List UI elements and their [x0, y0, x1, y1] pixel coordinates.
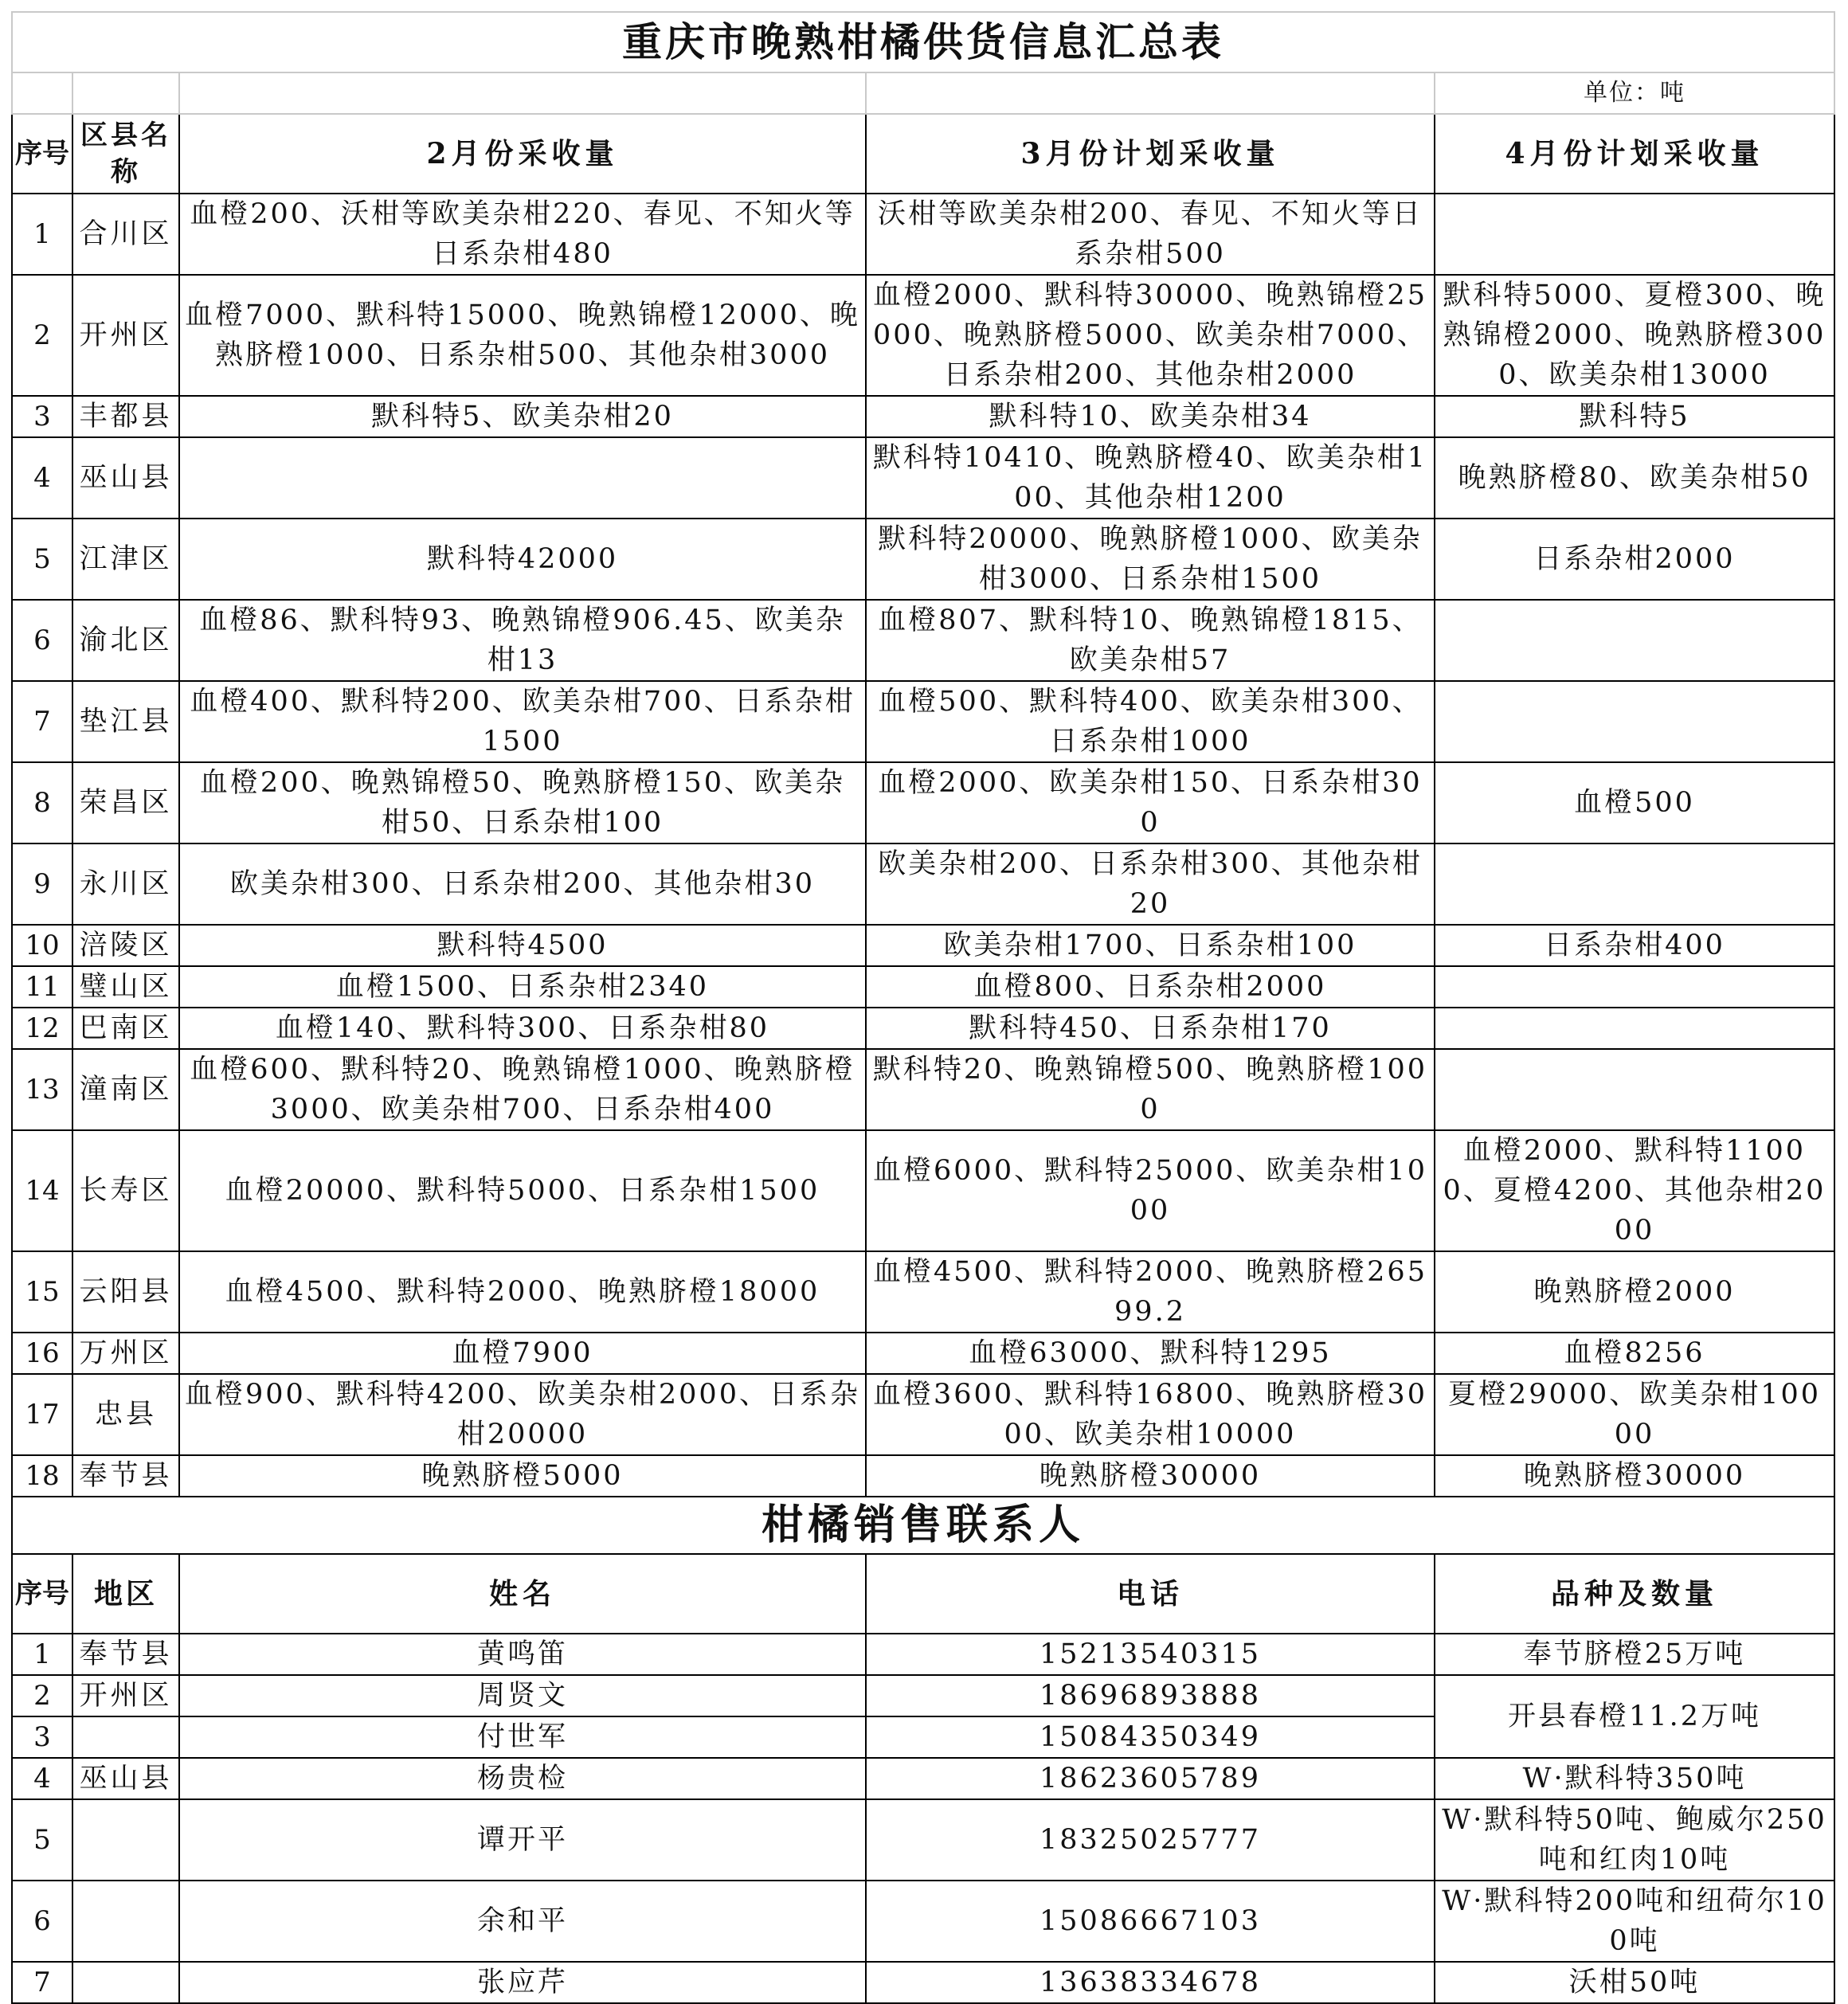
contact-variety: 奉节脐橙25万吨 — [1435, 1634, 1834, 1675]
row-apr: 日系杂柑2000 — [1435, 519, 1834, 600]
row-seq: 7 — [12, 681, 72, 762]
row-feb: 血橙4500、默科特2000、晚熟脐橙18000 — [179, 1251, 866, 1333]
table-row — [12, 600, 1834, 681]
table-row — [12, 966, 1834, 1008]
row-seq: 5 — [12, 519, 72, 600]
row-mar: 默科特20、晚熟锦橙500、晚熟脐橙1000 — [866, 1049, 1435, 1130]
row-apr: 血橙2000、默科特11000、夏橙4200、其他杂柑2000 — [1435, 1130, 1834, 1251]
table-row — [12, 1130, 1834, 1251]
header-feb: 2月份采收量 — [179, 114, 866, 194]
contact-row — [12, 1758, 1834, 1799]
contact-phone: 18325025777 — [866, 1799, 1435, 1881]
contact-variety: W·默科特50吨、鲍威尔250吨和红肉10吨 — [1435, 1799, 1834, 1881]
contact-header-area: 地区 — [72, 1554, 179, 1634]
row-seq: 13 — [12, 1049, 72, 1130]
sheet-title: 重庆市晚熟柑橘供货信息汇总表 — [12, 12, 1834, 72]
contact-variety: W·默科特350吨 — [1435, 1758, 1834, 1799]
table-row — [12, 1333, 1834, 1374]
row-apr: 夏橙29000、欧美杂柑10000 — [1435, 1374, 1834, 1455]
row-feb: 默科特42000 — [179, 519, 866, 600]
row-feb: 欧美杂柑300、日系杂柑200、其他杂柑30 — [179, 843, 866, 925]
header-apr: 4月份计划采收量 — [1435, 114, 1834, 194]
row-feb: 血橙7900 — [179, 1333, 866, 1374]
row-apr — [1435, 966, 1834, 1008]
row-mar: 血橙6000、默科特25000、欧美杂柑1000 — [866, 1130, 1435, 1251]
row-district: 长寿区 — [72, 1130, 179, 1251]
row-seq: 11 — [12, 966, 72, 1008]
contact-phone: 13638334678 — [866, 1962, 1435, 2003]
row-feb: 血橙600、默科特20、晚熟锦橙1000、晚熟脐橙3000、欧美杂柑700、日系杂柑400 — [179, 1049, 866, 1130]
contact-seq: 5 — [12, 1799, 72, 1881]
contact-name: 杨贵检 — [179, 1758, 866, 1799]
row-feb — [179, 437, 866, 519]
row-apr — [1435, 194, 1834, 275]
row-seq: 9 — [12, 843, 72, 925]
row-feb: 默科特5、欧美杂柑20 — [179, 396, 866, 437]
row-mar: 血橙800、日系杂柑2000 — [866, 966, 1435, 1008]
table-row — [12, 1251, 1834, 1333]
row-feb: 血橙200、晚熟锦橙50、晚熟脐橙150、欧美杂柑50、日系杂柑100 — [179, 762, 866, 843]
row-apr: 血橙500 — [1435, 762, 1834, 843]
contact-seq: 3 — [12, 1716, 72, 1758]
row-mar: 血橙2000、默科特30000、晚熟锦橙25000、晚熟脐橙5000、欧美杂柑7000、日系杂柑200、其他杂柑2000 — [866, 275, 1435, 396]
contact-seq: 6 — [12, 1881, 72, 1962]
contact-area: 开州区 — [72, 1675, 179, 1716]
row-seq: 1 — [12, 194, 72, 275]
row-mar: 晚熟脐橙30000 — [866, 1455, 1435, 1497]
contact-row — [12, 1634, 1834, 1675]
contact-row — [12, 1675, 1834, 1716]
blank-cell — [72, 72, 179, 114]
table-row — [12, 437, 1834, 519]
row-seq: 17 — [12, 1374, 72, 1455]
contact-phone: 18623605789 — [866, 1758, 1435, 1799]
row-district: 忠县 — [72, 1374, 179, 1455]
contact-phone: 15086667103 — [866, 1881, 1435, 1962]
row-district: 江津区 — [72, 519, 179, 600]
table-row — [12, 762, 1834, 843]
row-district: 巴南区 — [72, 1008, 179, 1049]
row-apr: 晚熟脐橙2000 — [1435, 1251, 1834, 1333]
contact-name: 余和平 — [179, 1881, 866, 1962]
row-apr: 血橙8256 — [1435, 1333, 1834, 1374]
table-row — [12, 681, 1834, 762]
row-feb: 血橙86、默科特93、晚熟锦橙906.45、欧美杂柑13 — [179, 600, 866, 681]
row-district: 潼南区 — [72, 1049, 179, 1130]
contact-row — [12, 1799, 1834, 1881]
row-apr: 晚熟脐橙30000 — [1435, 1455, 1834, 1497]
contacts-title: 柑橘销售联系人 — [12, 1497, 1834, 1554]
contact-header-phone: 电话 — [866, 1554, 1435, 1634]
row-seq: 3 — [12, 396, 72, 437]
row-seq: 15 — [12, 1251, 72, 1333]
row-district: 万州区 — [72, 1333, 179, 1374]
row-district: 荣昌区 — [72, 762, 179, 843]
contact-variety: 开县春橙11.2万吨 — [1435, 1675, 1834, 1758]
table-row — [12, 1049, 1834, 1130]
row-seq: 4 — [12, 437, 72, 519]
row-mar: 默科特450、日系杂柑170 — [866, 1008, 1435, 1049]
row-feb: 血橙20000、默科特5000、日系杂柑1500 — [179, 1130, 866, 1251]
row-apr: 日系杂柑400 — [1435, 925, 1834, 966]
contact-seq: 1 — [12, 1634, 72, 1675]
contact-variety: 沃柑50吨 — [1435, 1962, 1834, 2003]
row-district: 奉节县 — [72, 1455, 179, 1497]
row-district: 丰都县 — [72, 396, 179, 437]
blank-cell — [12, 72, 72, 114]
row-seq: 6 — [12, 600, 72, 681]
row-mar: 默科特10410、晚熟脐橙40、欧美杂柑100、其他杂柑1200 — [866, 437, 1435, 519]
row-mar: 默科特20000、晚熟脐橙1000、欧美杂柑3000、日系杂柑1500 — [866, 519, 1435, 600]
row-apr — [1435, 1049, 1834, 1130]
row-mar: 血橙807、默科特10、晚熟锦橙1815、欧美杂柑57 — [866, 600, 1435, 681]
row-district: 永川区 — [72, 843, 179, 925]
contact-name: 张应芹 — [179, 1962, 866, 2003]
row-feb: 血橙900、默科特4200、欧美杂柑2000、日系杂柑20000 — [179, 1374, 866, 1455]
contact-area — [72, 1716, 179, 1758]
unit-label: 单位：吨 — [1435, 72, 1834, 114]
row-apr — [1435, 843, 1834, 925]
row-mar: 血橙3600、默科特16800、晚熟脐橙3000、欧美杂柑10000 — [866, 1374, 1435, 1455]
contact-row — [12, 1962, 1834, 2003]
row-seq: 12 — [12, 1008, 72, 1049]
contact-area — [72, 1962, 179, 2003]
row-seq: 14 — [12, 1130, 72, 1251]
table-row — [12, 519, 1834, 600]
row-district: 开州区 — [72, 275, 179, 396]
contact-name: 谭开平 — [179, 1799, 866, 1881]
row-apr — [1435, 1008, 1834, 1049]
contact-area — [72, 1881, 179, 1962]
row-mar: 血橙63000、默科特1295 — [866, 1333, 1435, 1374]
table-row — [12, 1455, 1834, 1497]
table-row — [12, 396, 1834, 437]
row-mar: 血橙2000、欧美杂柑150、日系杂柑300 — [866, 762, 1435, 843]
contact-name: 周贤文 — [179, 1675, 866, 1716]
row-feb: 血橙200、沃柑等欧美杂柑220、春见、不知火等日系杂柑480 — [179, 194, 866, 275]
row-mar: 沃柑等欧美杂柑200、春见、不知火等日系杂柑500 — [866, 194, 1435, 275]
row-district: 云阳县 — [72, 1251, 179, 1333]
contact-seq: 2 — [12, 1675, 72, 1716]
row-seq: 10 — [12, 925, 72, 966]
row-district: 璧山区 — [72, 966, 179, 1008]
contact-variety: W·默科特200吨和纽荷尔100吨 — [1435, 1881, 1834, 1962]
table-row — [12, 1008, 1834, 1049]
row-district: 垫江县 — [72, 681, 179, 762]
contact-seq: 4 — [12, 1758, 72, 1799]
header-mar: 3月份计划采收量 — [866, 114, 1435, 194]
row-feb: 血橙1500、日系杂柑2340 — [179, 966, 866, 1008]
row-mar: 欧美杂柑200、日系杂柑300、其他杂柑20 — [866, 843, 1435, 925]
row-seq: 8 — [12, 762, 72, 843]
contact-phone: 15084350349 — [866, 1716, 1435, 1758]
row-feb: 默科特4500 — [179, 925, 866, 966]
row-feb: 晚熟脐橙5000 — [179, 1455, 866, 1497]
row-district: 巫山县 — [72, 437, 179, 519]
row-mar: 血橙4500、默科特2000、晚熟脐橙26599.2 — [866, 1251, 1435, 1333]
row-feb: 血橙7000、默科特15000、晚熟锦橙12000、晚熟脐橙1000、日系杂柑500、其他杂柑3000 — [179, 275, 866, 396]
contact-name: 付世军 — [179, 1716, 866, 1758]
row-district: 合川区 — [72, 194, 179, 275]
blank-cell — [179, 72, 866, 114]
row-feb: 血橙400、默科特200、欧美杂柑700、日系杂柑1500 — [179, 681, 866, 762]
row-district: 涪陵区 — [72, 925, 179, 966]
contact-header-variety: 品种及数量 — [1435, 1554, 1834, 1634]
row-feb: 血橙140、默科特300、日系杂柑80 — [179, 1008, 866, 1049]
row-seq: 16 — [12, 1333, 72, 1374]
contact-phone: 18696893888 — [866, 1675, 1435, 1716]
contact-area — [72, 1799, 179, 1881]
contact-area: 巫山县 — [72, 1758, 179, 1799]
table-row — [12, 194, 1834, 275]
row-mar: 默科特10、欧美杂柑34 — [866, 396, 1435, 437]
blank-cell — [866, 72, 1435, 114]
contact-row — [12, 1881, 1834, 1962]
row-seq: 2 — [12, 275, 72, 396]
row-mar: 欧美杂柑1700、日系杂柑100 — [866, 925, 1435, 966]
table-row — [12, 275, 1834, 396]
row-apr: 默科特5000、夏橙300、晚熟锦橙2000、晚熟脐橙3000、欧美杂柑13000 — [1435, 275, 1834, 396]
table-row — [12, 843, 1834, 925]
header-district: 区县名称 — [72, 114, 179, 194]
header-seq: 序号 — [12, 114, 72, 194]
row-apr — [1435, 681, 1834, 762]
row-apr — [1435, 600, 1834, 681]
row-mar: 血橙500、默科特400、欧美杂柑300、日系杂柑1000 — [866, 681, 1435, 762]
table-row — [12, 925, 1834, 966]
citrus-supply-table — [11, 11, 1835, 2004]
row-apr: 默科特5 — [1435, 396, 1834, 437]
contact-name: 黄鸣笛 — [179, 1634, 866, 1675]
row-apr: 晚熟脐橙80、欧美杂柑50 — [1435, 437, 1834, 519]
row-seq: 18 — [12, 1455, 72, 1497]
row-district: 渝北区 — [72, 600, 179, 681]
contact-header-seq: 序号 — [12, 1554, 72, 1634]
table-row — [12, 1374, 1834, 1455]
contact-seq: 7 — [12, 1962, 72, 2003]
contact-phone: 15213540315 — [866, 1634, 1435, 1675]
contact-area: 奉节县 — [72, 1634, 179, 1675]
contact-header-name: 姓名 — [179, 1554, 866, 1634]
